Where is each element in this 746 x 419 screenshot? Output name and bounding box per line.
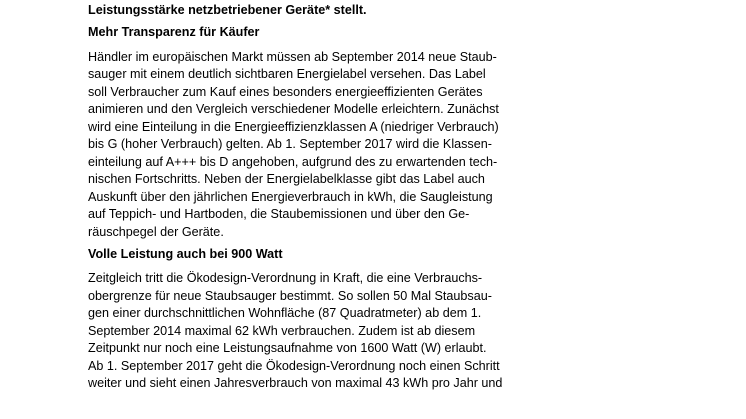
paragraph-line: räuschpegel der Geräte. — [88, 224, 224, 239]
paragraph-line: gen einer durchschnittlichen Wohnfläche (87 Quadratmeter) ab dem 1. — [88, 306, 482, 320]
paragraph-line: nischen Fortschritts. Neben der Energielabelklasse gibt das Label auch — [88, 172, 485, 186]
paragraph-line: Zeitgleich tritt die Ökodesign-Verordnung in Kraft, die eine Verbrauchs- — [88, 271, 483, 285]
paragraph-line: wird eine Einteilung in die Energieeffizienzklassen A (niedriger Verbrauch) — [88, 119, 499, 134]
paragraph-line: sauger mit einem deutlich sichtbaren Energielabel versehen. Das Label — [88, 67, 486, 81]
paragraph-line: Händler im europäischen Markt müssen ab September 2014 neue Staub- — [88, 49, 497, 64]
section-heading-transparency: Mehr Transparenz für Käufer — [88, 25, 260, 39]
text-column — [88, 2, 558, 393]
paragraph-line: auf Teppich- und Hartboden, die Staubemissionen und über den Ge- — [88, 207, 470, 221]
paragraph-line: Zeitpunkt nur noch eine Leistungsaufnahme von 1600 Watt (W) erlaubt. — [88, 341, 487, 355]
paragraph-full-power — [88, 270, 558, 393]
paragraph-line: Ab 1. September 2017 geht die Ökodesign-Verordnung noch einen Schritt — [88, 358, 500, 373]
paragraph-line: soll Verbraucher zum Kauf eines besonders energieeffizienten Gerätes — [88, 84, 483, 99]
paragraph-transparency — [88, 49, 558, 242]
paragraph-line: obergrenze für neue Staubsauger bestimmt. So sollen 50 Mal Staubsau- — [88, 288, 492, 303]
section-heading-full-power: Volle Leistung auch bei 900 Watt — [88, 246, 283, 261]
intro-line: Leistungsstärke netzbetriebener Geräte* stellt. — [88, 3, 367, 17]
paragraph-line: September 2014 maximal 62 kWh verbrauchen. Zudem ist ab diesem — [88, 323, 476, 338]
paragraph-line: weiter und sieht einen Jahresverbrauch von maximal 43 kWh pro Jahr und — [88, 376, 503, 390]
paragraph-line: Auskunft über den jährlichen Energieverbrauch in kWh, die Saugleistung — [88, 189, 493, 204]
paragraph-line: animieren und den Vergleich verschiedener Modelle erleichtern. Zunächst — [88, 102, 499, 116]
paragraph-line: einteilung auf A+++ bis D angehoben, aufgrund des zu erwartenden tech- — [88, 154, 498, 169]
paragraph-line: bis G (hoher Verbrauch) gelten. Ab 1. September 2017 wird die Klassen- — [88, 137, 492, 151]
